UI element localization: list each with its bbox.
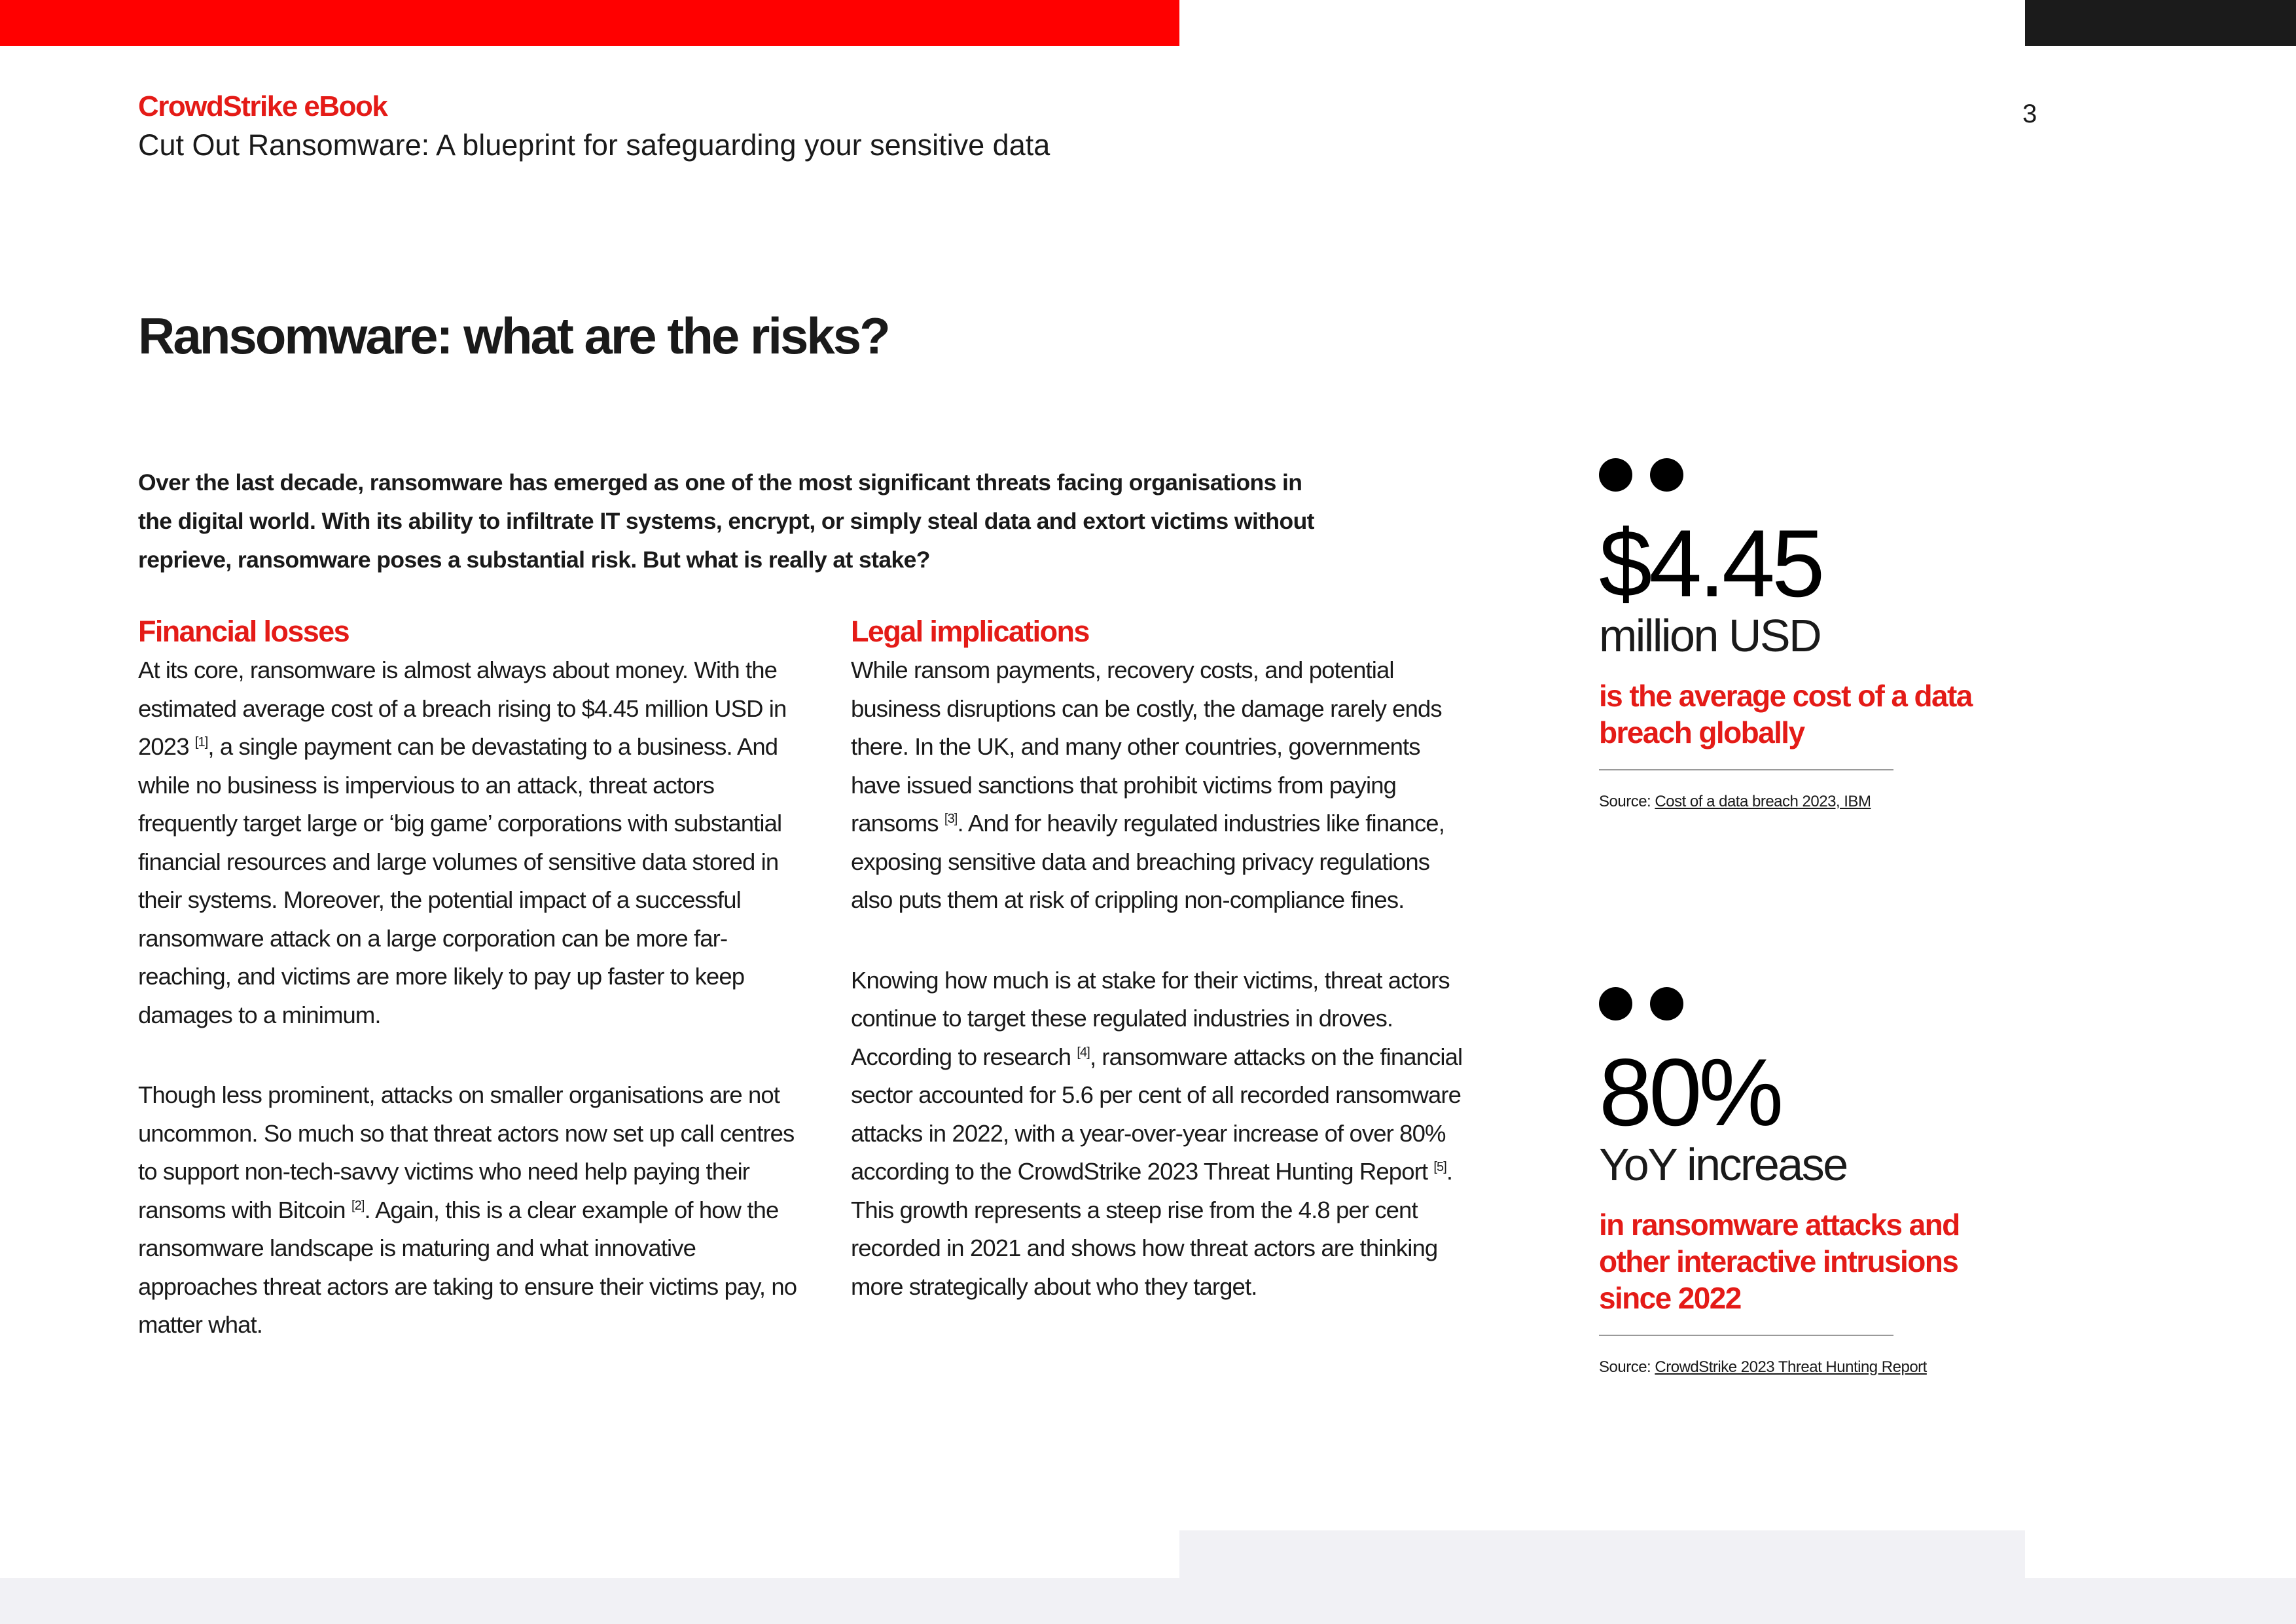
source-link[interactable]: CrowdStrike 2023 Threat Hunting Report: [1655, 1358, 1927, 1376]
section-heading-legal: Legal implications: [851, 615, 1089, 648]
stat-source: Source: CrowdStrike 2023 Threat Hunting Report: [1599, 1358, 1927, 1376]
stat-unit: million USD: [1599, 610, 1821, 661]
footnote-ref-3: [3]: [944, 811, 958, 826]
footnote-ref-2: [2]: [351, 1198, 365, 1213]
footer-block: [1179, 1530, 2025, 1579]
dots-icon: [1599, 458, 2018, 492]
divider: [1599, 1335, 1893, 1336]
brand-label: CrowdStrike eBook: [138, 90, 387, 122]
stat-card-yoy-increase: [1599, 987, 2018, 1377]
section-heading-financial: Financial losses: [138, 615, 350, 648]
financial-paragraph-2: Though less prominent, attacks on smaller organisations are not uncommon. So much so that threat actors now set up call centres to support non-tech-savvy victims who need help paying their ransoms with Bitcoin [2]. Again, this is a clear example of how the ransomware landscape is maturing and what innovative approaches threat actors are taking to ensure their victims pay, no matter what.: [138, 1081, 797, 1338]
legal-implications-section: [851, 612, 1466, 1306]
stat-description: is the average cost of a data breach globally: [1599, 679, 1972, 749]
financial-paragraph-1: At its core, ransomware is almost always about money. With the estimated average cost of a breach rising to $4.45 million USD in 2023 [1], a single payment can be devastating to a business. And while no business is impervious to an attack, threat actors frequently target large or ‘big game’ corporations with substantial financial resources and large volumes of sensitive data stored in their systems. Moreover, the potential impact of a successful ransomware attack on a large corporation can be more far-reaching, and victims are more likely to pay up faster to keep damages to a minimum.: [138, 657, 787, 1028]
footer-band: [0, 1578, 2296, 1624]
page-number: 3: [2022, 99, 2037, 128]
dots-icon: [1599, 987, 2018, 1020]
stat-value: $4.45: [1599, 510, 1822, 617]
footnote-ref-4: [4]: [1077, 1045, 1090, 1060]
divider: [1599, 769, 1893, 770]
legal-paragraph-2: Knowing how much is at stake for their victims, threat actors continue to target these regulated industries in droves. According to research [4], ransomware attacks on the financial sector accounted for 5.6 per cent of all recorded ransomware attacks in 2022, with a year-over-year increase of over 80% according to the CrowdStrike 2023 Threat Hunting Report [5]. This growth represents a steep rise from the 4.8 per cent recorded in 2021 and shows how threat actors are thinking more strategically about who they target.: [851, 966, 1463, 1300]
footnote-ref-1: [1]: [194, 734, 208, 749]
intro-paragraph: Over the last decade, ransomware has emerged as one of the most significant threats facing organisations in the digital world. With its ability to infiltrate IT systems, encrypt, or simply steal data and extort victims without reprieve, ransomware poses a substantial risk. But what is really at stake?: [138, 469, 1314, 573]
stat-value: 80%: [1599, 1039, 1781, 1146]
legal-paragraph-1: While ransom payments, recovery costs, and potential business disruptions can be costly, the damage rarely ends there. In the UK, and many other countries, governments have issued sanctions that prohibit victims from paying ransoms [3]. And for heavily regulated industries like finance, exposing sensitive data and breaching privacy regulations also puts them at risk of crippling non-compliance fines.: [851, 657, 1444, 913]
source-link[interactable]: Cost of a data breach 2023, IBM: [1655, 793, 1871, 810]
footnote-ref-5: [5]: [1433, 1159, 1446, 1174]
stat-card-breach-cost: [1599, 458, 2018, 811]
top-dark-bar: [2025, 0, 2296, 46]
financial-losses-section: [138, 612, 799, 1344]
stat-description: in ransomware attacks and other interactive intrusions since 2022: [1599, 1208, 1960, 1315]
document-title: Cut Out Ransomware: A blueprint for safeguarding your sensitive data: [138, 128, 1050, 162]
stat-unit: YoY increase: [1599, 1139, 1847, 1190]
top-red-bar: [0, 0, 1179, 46]
page-title: Ransomware: what are the risks?: [138, 307, 889, 365]
stat-source: Source: Cost of a data breach 2023, IBM: [1599, 793, 1871, 810]
